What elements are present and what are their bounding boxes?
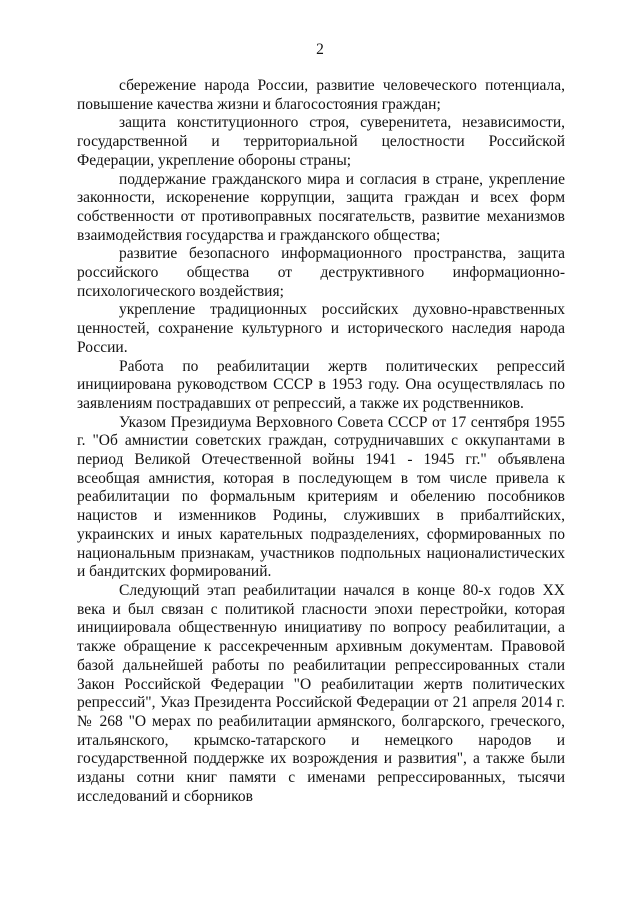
paragraph-7: Указом Президиума Верховного Совета СССР от 17 сентября 1955 г. "Об амнистии советских граждан, сотрудничавших с оккупантами в период Великой Отечественной войны 1941 - 1945 гг." объявлена всеобщая амнистия, которая в последующем в том числе привела к реабилитации по формальным критериям и обелению пособников нацистов и изменников Родины, служивших в прибалтийских, украинских и иных карательных подразделениях, сформированных по национальным признакам, участников подпольных националистических и бандитских формирований. <box>77 413 565 581</box>
paragraph-4: развитие безопасного информационного пространства, защита российского общества от деструктивного информационно-психологического воздействия; <box>77 245 565 300</box>
paragraph-2: защита конституционного строя, суверенитета, независимости, государственной и территориальной целостности Российской Федерации, укрепление обороны страны; <box>77 114 565 169</box>
page-number: 2 <box>316 41 324 58</box>
paragraph-5: укрепление традиционных российских духовно-нравственных ценностей, сохранение культурного и исторического наследия народа России. <box>77 301 565 356</box>
paragraph-1: сбережение народа России, развитие человеческого потенциала, повышение качества жизни и благосостояния граждан; <box>77 77 565 113</box>
paragraph-3: поддержание гражданского мира и согласия в стране, укрепление законности, искоренение коррупции, защита граждан и всех форм собственности от противоправных посягательств, развитие механизмов взаимодействия государства и гражданского общества; <box>77 170 565 244</box>
paragraph-8: Следующий этап реабилитации начался в конце 80-х годов XX века и был связан с политикой гласности эпохи перестройки, которая инициировала общественную инициативу по вопросу реабилитации, а также обращение к рассекреченным архивным документам. Правовой базой дальнейшей работы по реабилитации репрессированных стали Закон Российской Федерации "О реабилитации жертв политических репрессий", Указ Президента Российской Федерации от 21 апреля 2014 г. № 268 "О мерах по реабилитации армянского, болгарского, греческого, итальянского, крымско-татарского и немецкого народов и государственной поддержке их возрождения и развития", а также были изданы сотни книг памяти с именами репрессированных, тысячи исследований и сборников <box>77 581 565 805</box>
document-body <box>77 77 565 806</box>
paragraph-6: Работа по реабилитации жертв политических репрессий инициирована руководством СССР в 1953 году. Она осуществлялась по заявлениям пострадавших от репрессий, а также их родственников. <box>77 357 565 412</box>
